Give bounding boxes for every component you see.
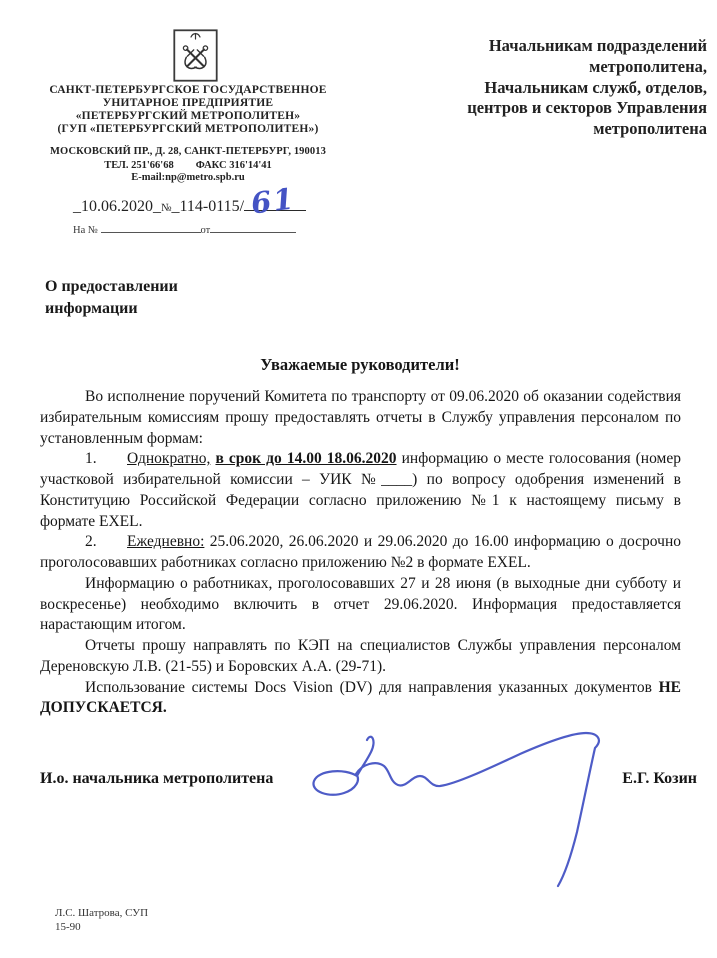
paragraph-text: Во исполнение поручений Комитета по транспорту от 09.06.2020 об оказании содействия избирательным комиссиям прошу предоставлять отчеты в Службу управления персоналом по установленным формам: — [40, 388, 681, 447]
signature-row — [40, 770, 697, 788]
bold-prohibition: НЕ ДОПУСКАЕТСЯ. — [40, 678, 681, 717]
org-fax: ФАКС 316'14'41 — [195, 160, 272, 171]
org-phone: ТЕЛ. 251'66'68 — [104, 160, 174, 171]
paragraph-text: информацию о месте голосования (номер участковой избирательной комиссии – УИК №____) по вопросу одобрения изменений в Конституцию Российской Федерации согласно приложению №1 к настоящему письму в формате EXEL. — [40, 450, 681, 530]
coat-of-arms-icon — [173, 29, 218, 82]
org-name-line: САНКТ-ПЕТЕРБУРГСКОЕ ГОСУДАРСТВЕННОЕ — [49, 84, 327, 96]
addressee-line: Начальникам подразделений — [488, 36, 707, 55]
subject-line: информации — [45, 299, 138, 317]
org-email: E-mail:np@metro.spb.ru — [131, 172, 245, 183]
paragraph-text: Отчеты прошу направлять по КЭП на специалистов Службы управления персоналом Дереновскую Л.В. (21-55) и Боровских А.А. (29-71). — [40, 637, 681, 675]
org-name-line: УНИТАРНОЕ ПРЕДПРИЯТИЕ — [102, 97, 274, 109]
org-name-line: «ПЕТЕРБУРГСКИЙ МЕТРОПОЛИТЕН» — [75, 110, 301, 122]
org-name-line: (ГУП «ПЕТЕРБУРГСКИЙ МЕТРОПОЛИТЕН») — [57, 123, 319, 135]
list-number: 2. — [85, 533, 97, 551]
paragraph-text: 25.06.2020, 26.06.2020 и 29.06.2020 до 16.00 информацию о досрочно проголосовавших работниках согласно приложению №2 в формате EXEL. — [40, 533, 681, 571]
paragraph-text: Информацию о работниках, проголосовавших 27 и 28 июня (в выходные дни субботу и воскресенье) необходимо включить в отчет 29.06.2020. Информация предоставляется нарастающим итогом. — [40, 574, 681, 634]
number-sign: № — [161, 202, 172, 214]
letter-date: _10.06.2020_ — [73, 198, 161, 215]
executor-phone: 15-90 — [55, 921, 81, 933]
signature-ink — [280, 710, 620, 900]
salutation: Уважаемые руководители! — [260, 355, 460, 374]
paragraph-item-1 — [40, 449, 681, 532]
reply-number-blank — [101, 222, 201, 233]
underlined-text: Ежедневно: — [127, 533, 205, 551]
list-number: 1. — [85, 450, 97, 468]
letter-subject — [45, 276, 178, 319]
paragraph-send-reports — [40, 636, 681, 678]
letter-body — [40, 387, 681, 719]
subject-line: О предоставлении — [45, 278, 178, 295]
paragraph-docsvision — [40, 678, 681, 720]
addressee-line: метрополитена — [593, 119, 707, 139]
addressee-line: центров и секторов Управления — [467, 98, 707, 118]
reply-reference-line — [73, 222, 296, 236]
signer-position: И.о. начальника метрополитена — [40, 770, 274, 787]
reply-date-blank — [210, 222, 296, 233]
executor-name: Л.С. Шатрова, СУП — [55, 907, 149, 919]
letterhead-organization — [33, 84, 343, 184]
letter-number: _114-0115/ — [171, 198, 245, 215]
signer-name: Е.Г. Козин — [622, 770, 697, 787]
reply-label: На № — [73, 225, 98, 236]
org-address: МОСКОВСКИЙ ПР., Д. 28, САНКТ-ПЕТЕРБУРГ, 190013 — [50, 146, 326, 157]
org-contacts — [33, 160, 343, 172]
paragraph-intro — [40, 387, 681, 449]
paragraph-text: Использование системы Docs Vision (DV) для направления указанных документов — [85, 678, 659, 696]
addressee-line: Начальникам служб, отделов, — [484, 77, 707, 97]
paragraph-item-2 — [40, 532, 681, 574]
executor-note — [55, 906, 148, 934]
handwritten-number: 61 — [249, 181, 298, 221]
paragraph-weekend-note — [40, 574, 681, 636]
bold-underlined-deadline: в срок до 14.00 18.06.2020 — [215, 450, 397, 468]
reply-from-label: от — [200, 225, 211, 236]
addressee-line: метрополитена, — [589, 56, 707, 76]
addressee-block — [385, 36, 707, 140]
underlined-text: Однократно, — [127, 450, 211, 468]
